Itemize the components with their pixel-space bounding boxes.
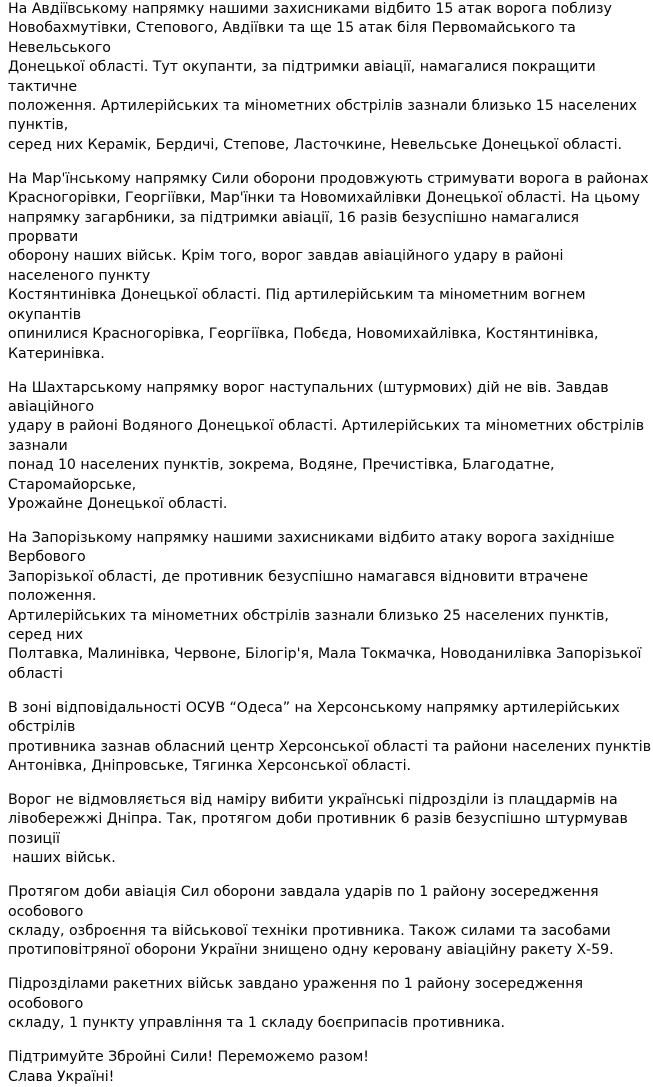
paragraph-zaporizhzhia: На Запорізькому напрямку нашими захисниками відбито атаку ворога західніше Вербового Запорізької області, де противник безуспішно намагався відновити втрачене положення. Артилерійських та мінометних обстрілів зазнали близько 25 населених пунктів, серед них Полтавка, Малинівка, Червоне, Білогір'я, Мала Токмачка, Новоданилівка Запорізької області — [8, 529, 642, 682]
paragraph-marinka: На Мар'їнському напрямку Сили оборони продовжують стримувати ворога в районах Красногорівки, Георгіївки, Мар'їнки та Новомихайлівки Донецької області. На цьому напрямку загарбники, за підтримки авіації, 16 разів безуспішно намагалися прорвати оборону наших військ. Крім того, ворог завдав авіаційного удару в районі населеного пункту Костянтинівка Донецької області. Під артилерійським та мінометним вогнем окупантів опинилися Красногорівка, Георгіївка, Побєда, Новомихайлівка, Костянтинівка, Катеринівка. — [8, 170, 649, 362]
post-body — [8, 0, 653, 1087]
paragraph-missile-troops: Підрозділами ракетних військ завдано ураження по 1 району зосередження особового складу, 1 пункту управління та 1 складу боєприпасів противника. — [8, 976, 583, 1032]
paragraph-kherson: В зоні відповідальності ОСУВ “Одеса” на Херсонському напрямку артилерійських обстрілів противника зазнав обласний центр Херсонської області та райони населених пунктів Антонівка, Дніпровське, Тягинка Херсонської області. — [8, 699, 652, 774]
paragraph-avdiivka: На Авдіївському напрямку нашими захисниками відбито 15 атак ворога поблизу Новобахмутівки, Степового, Авдіївки та ще 15 атак біля Первомайського та Невельського Донецької області. Тут окупанти, за підтримки авіації, намагалися покращити тактичне положення. Артилерійських та мінометних обстрілів зазнали близько 15 населених пунктів, серед них Керамік, Бердичі, Степове, Ласточкине, Невельське Донецької області. — [8, 1, 637, 153]
paragraph-dnipro-left-bank: Ворог не відмовляється від наміру вибити українські підрозділи із плацдармів на лівобережжі Дніпра. Так, протягом доби противник 6 разів безуспішно штурмував позиції наших військ. — [8, 792, 628, 867]
paragraph-aviation: Протягом доби авіація Сил оборони завдала ударів по 1 району зосередження особового складу, озброєння та військової техніки противника. Також силами та засобами протиповітряної оборони України знищено одну керовану авіаційну ракету Х-59. — [8, 884, 614, 959]
paragraph-closing: Підтримуйте Збройні Сили! Переможемо разом! Слава Україні! — [8, 1049, 369, 1085]
paragraph-shakhtarsk: На Шахтарському напрямку ворог наступальних (штурмових) дій не вів. Завдав авіаційного удару в районі Водяного Донецької області. Артилерійських та мінометних обстрілів зазнали понад 10 населених пунктів, зокрема, Водяне, Пречистівка, Благодатне, Старомайорське, Урожайне Донецької області. — [8, 379, 645, 512]
